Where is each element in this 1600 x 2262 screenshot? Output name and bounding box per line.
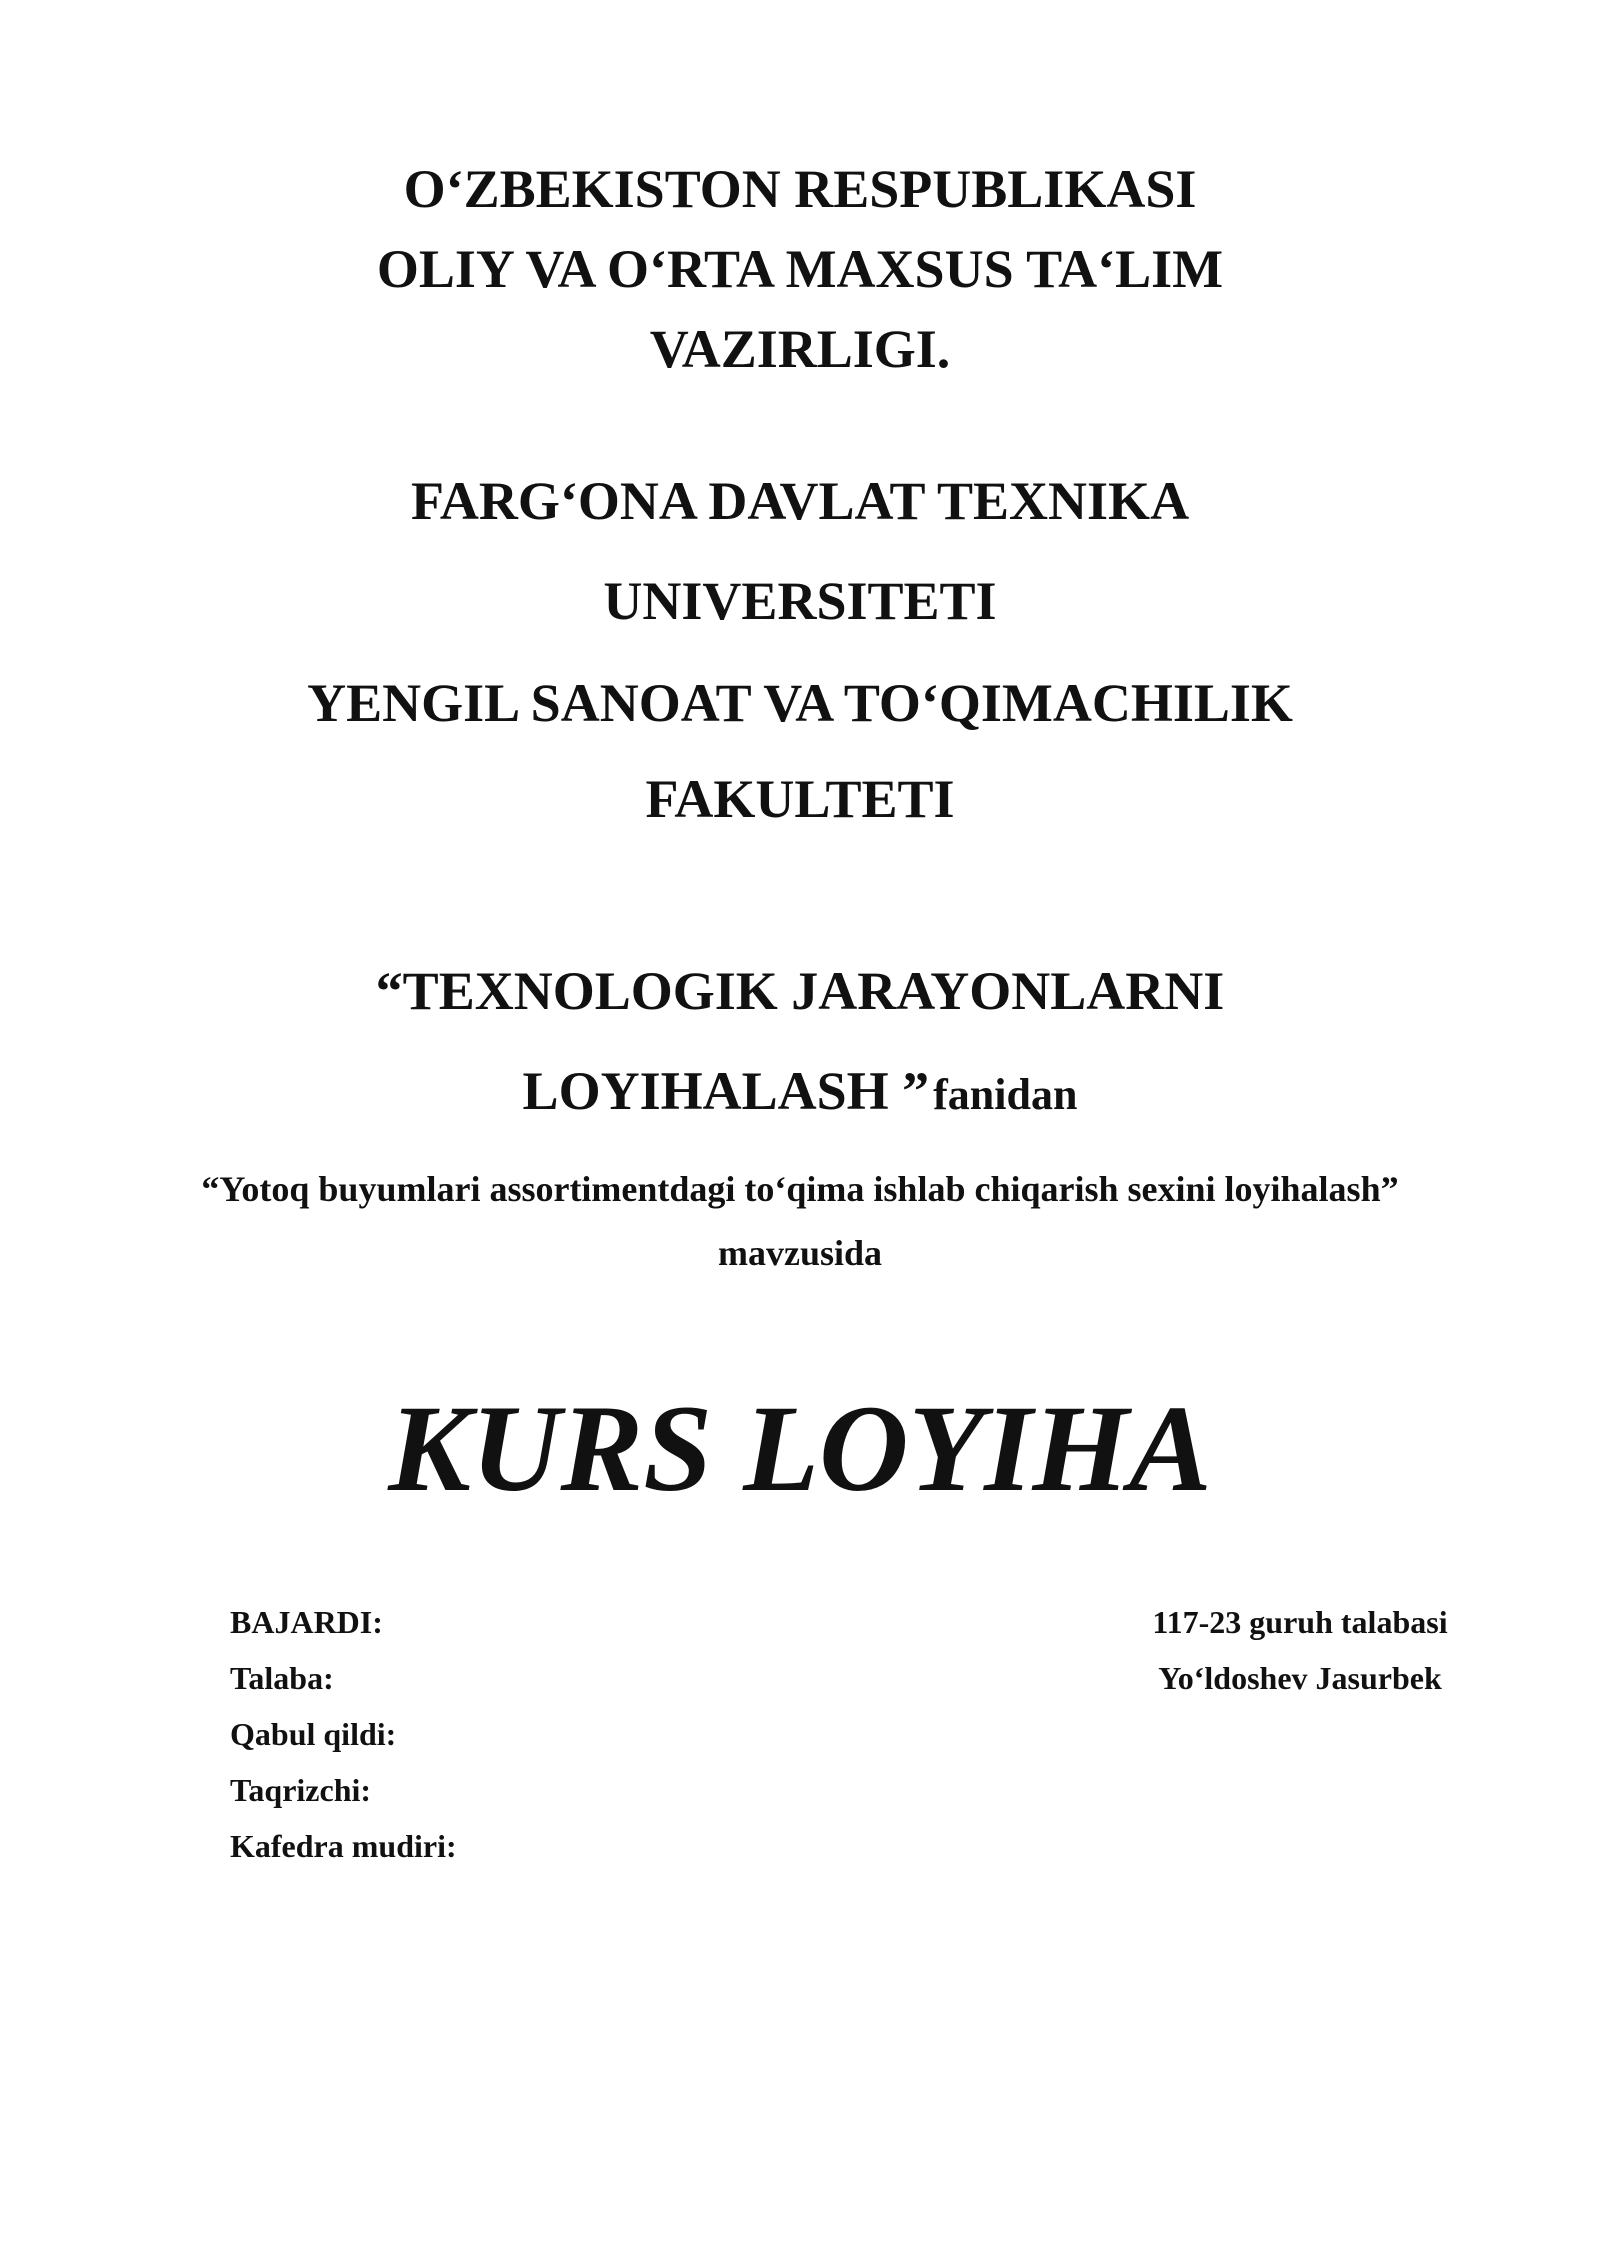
student-group: 117-23 guruh talabasi (1152, 1604, 1448, 1640)
subject-title-line2 (0, 1060, 1600, 1122)
faculty-heading-line2: FAKULTETI (645, 769, 955, 829)
university-heading-line1: FARG‘ONA DAVLAT TEXNIKA (410, 471, 1190, 531)
republic-heading: O‘ZBEKISTON RESPUBLIKASI (403, 159, 1197, 219)
signature-label-kafedra-mudiri: Kafedra mudiri: (230, 1828, 457, 1864)
university-heading-line2: UNIVERSITETI (603, 571, 997, 631)
ministry-heading-line1: OLIY VA O‘RTA MAXSUS TA‘LIM (376, 239, 1224, 299)
subject-title-text: LOYIHALASH ” (522, 1061, 930, 1121)
ministry-heading-line2: VAZIRLIGI. (649, 319, 951, 379)
topic-suffix: mavzusida (717, 1233, 883, 1273)
signature-label-talaba: Talaba: (230, 1660, 334, 1696)
faculty-heading-line1: YENGIL SANOAT VA TO‘QIMACHILIK (307, 673, 1293, 733)
subject-title-line1: “TEXNOLOGIK JARAYONLARNI (375, 961, 1225, 1021)
subject-suffix: fanidan (933, 1070, 1078, 1119)
signature-label-qabul-qildi: Qabul qildi: (230, 1716, 397, 1752)
signature-label-taqrizchi: Taqrizchi: (230, 1772, 372, 1808)
topic-title: “Yotoq buyumlari assortimentdagi to‘qima ishlab chiqarish sexini loyihalash” (201, 1169, 1399, 1209)
student-name: Yo‘ldoshev Jasurbek (1158, 1660, 1442, 1696)
document-type-title: KURS LOYIHA (388, 1380, 1212, 1517)
signature-label-bajardi: BAJARDI: (230, 1604, 383, 1640)
